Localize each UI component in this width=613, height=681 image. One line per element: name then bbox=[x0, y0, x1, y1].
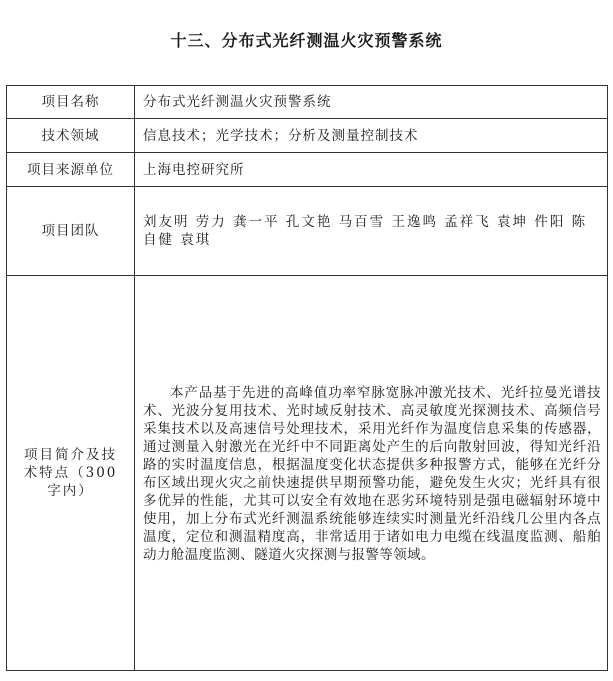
document-title: 十三、分布式光纤测温火灾预警系统 bbox=[170, 31, 443, 50]
row-value-description: 本产品基于先进的高峰值功率窄脉宽脉冲激光技术、光纤拉曼光谱技术、光波分复用技术、光时域反射技术、高灵敏度光探测技术、高频信号采集技术以及高速信号处理技术，采用光纤作为温度信息采集的传感器，通过测量入射激光在光纤中不同距离处产生的后向散射回波，得知光纤沿路的实时温度信息，根据温度变化状态提供多种报警方式，能够在光纤分布区域出现火灾之前快速提供早期预警功能，避免发生火灾；光纤具有很多优异的性能，尤其可以安全有效地在恶劣环境特别是强电磁辐射环境中使用，加上分布式光纤测温系统能够连续实时测量光纤沿线几公里内各点温度，定位和测温精度高，非常适用于诸如电力电缆在线温度监测、船舶动力舱温度监测、隧道火灾探测与报警等领域。 bbox=[135, 276, 608, 671]
table-row bbox=[7, 153, 608, 187]
row-value-source-unit: 上海电控研究所 bbox=[135, 153, 608, 187]
row-value-project-name: 分布式光纤测温火灾预警系统 bbox=[135, 86, 608, 119]
row-label-description: 项目简介及技术特点（300字内） bbox=[7, 276, 135, 671]
row-value-team: 刘友明 劳力 龚一平 孔文艳 马百雪 王逸鸣 孟祥飞 袁坤 件阳 陈自健 袁琪 bbox=[135, 187, 608, 276]
row-label-tech-field: 技术领域 bbox=[7, 119, 135, 153]
table-row bbox=[7, 276, 608, 671]
row-label-project-name: 项目名称 bbox=[7, 86, 135, 119]
table-row bbox=[7, 119, 608, 153]
table-row bbox=[7, 86, 608, 119]
row-label-team: 项目团队 bbox=[7, 187, 135, 276]
project-info-table bbox=[6, 85, 608, 671]
table-row bbox=[7, 187, 608, 276]
row-value-tech-field: 信息技术；光学技术；分析及测量控制技术 bbox=[135, 119, 608, 153]
row-label-source-unit: 项目来源单位 bbox=[7, 153, 135, 187]
